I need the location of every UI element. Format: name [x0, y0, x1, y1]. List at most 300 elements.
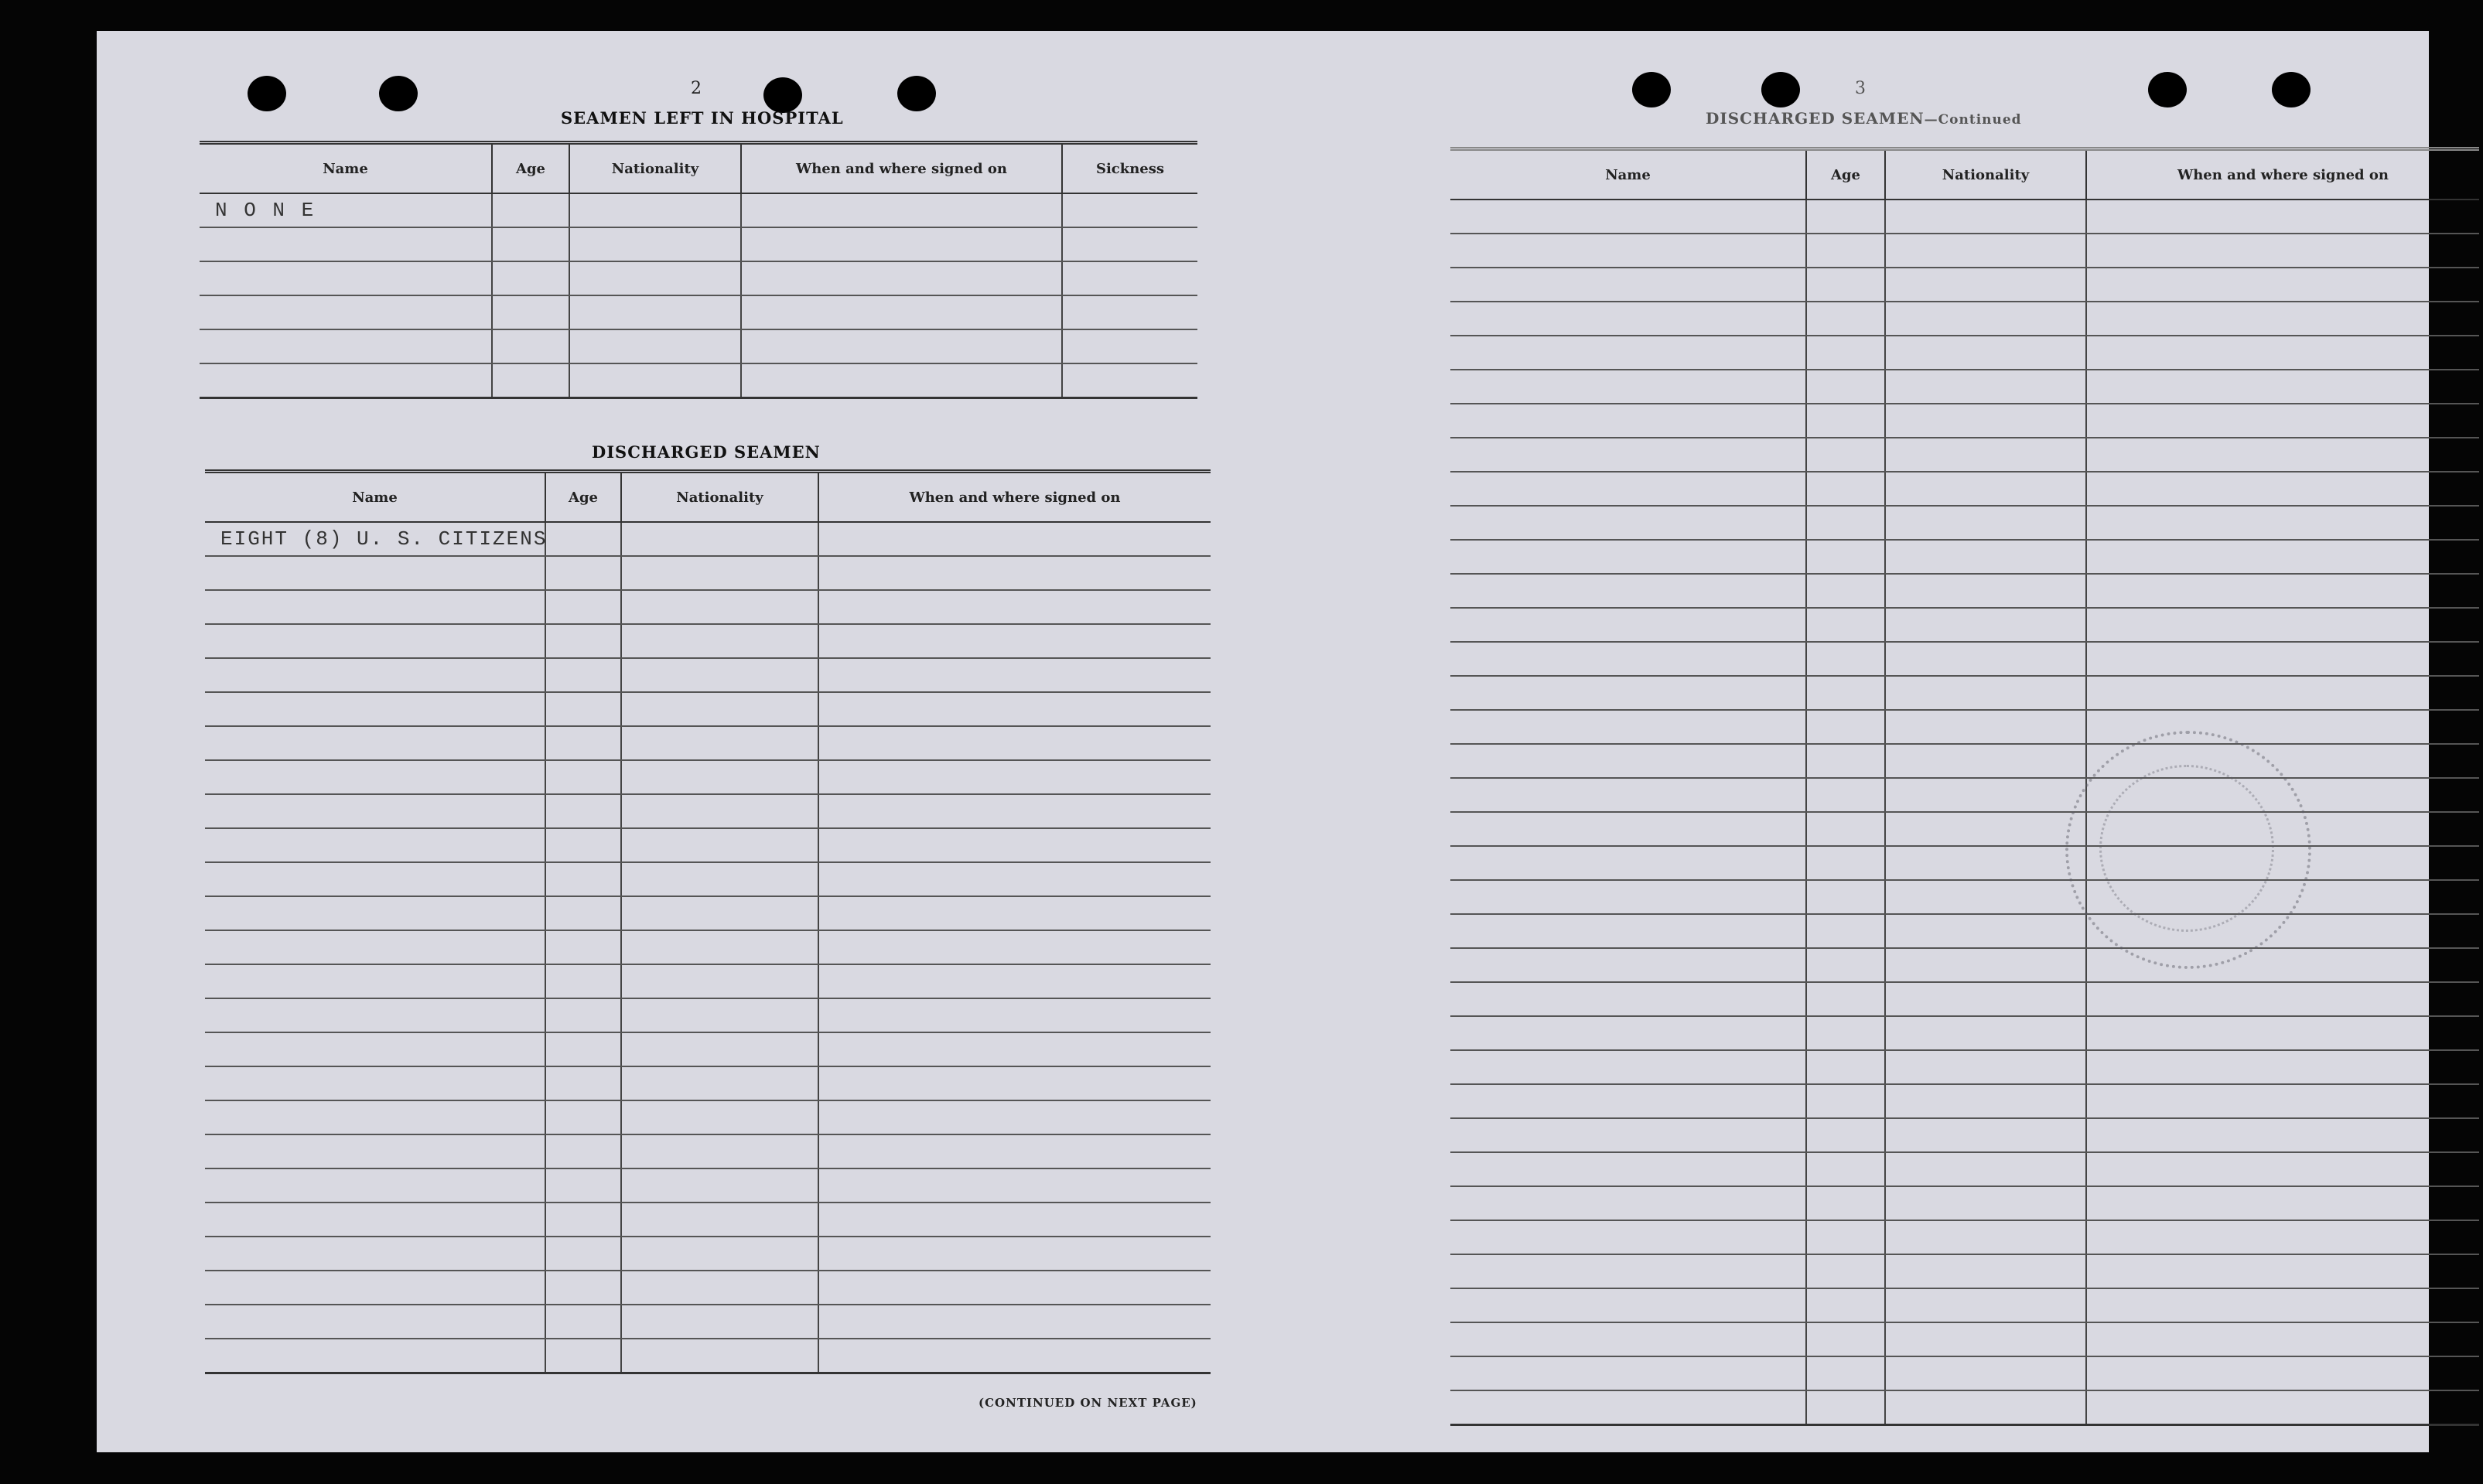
table-cell [2086, 404, 2479, 438]
table-cell [818, 1134, 1211, 1168]
table-cell [818, 590, 1211, 624]
table-cell [818, 964, 1211, 998]
table-cell [2086, 1152, 2479, 1186]
table-row [1450, 880, 2479, 914]
table-cell [1806, 268, 1885, 302]
table-cell [1806, 302, 1885, 336]
table-cell [545, 590, 621, 624]
table-cell [1450, 540, 1806, 574]
column-header-age: Age [1806, 149, 1885, 200]
table-row [1450, 744, 2479, 778]
table-cell [1885, 812, 2086, 846]
table-cell [1450, 710, 1806, 744]
table-cell [1806, 846, 1885, 880]
table-row [1450, 642, 2479, 676]
table-cell [1806, 880, 1885, 914]
table-cell [545, 1203, 621, 1237]
table-cell [621, 896, 818, 930]
table-row [1450, 268, 2479, 302]
table-cell [2086, 302, 2479, 336]
column-header-name: Name [1450, 149, 1806, 200]
table-cell [1806, 1118, 1885, 1152]
table-cell [205, 726, 545, 760]
table-cell [621, 760, 818, 794]
page-number: 2 [691, 79, 702, 98]
table-cell [1806, 1356, 1885, 1390]
table-cell [205, 998, 545, 1032]
table-row [1450, 438, 2479, 472]
table-cell [2086, 1288, 2479, 1322]
table-cell [1450, 608, 1806, 642]
table-cell [818, 794, 1211, 828]
table-cell [818, 760, 1211, 794]
table-row [1450, 404, 2479, 438]
table-row [205, 726, 1211, 760]
table-cell [2086, 1016, 2479, 1050]
heading-text: DISCHARGED SEAMEN [1706, 109, 1925, 128]
column-header-name: Name [205, 472, 545, 523]
table-cell [1806, 540, 1885, 574]
table-row [205, 590, 1211, 624]
table-row [1450, 1288, 2479, 1322]
table-cell [205, 794, 545, 828]
column-header-nationality: Nationality [1885, 149, 2086, 200]
table-cell [569, 261, 741, 295]
table-cell [205, 896, 545, 930]
table-cell [818, 556, 1211, 590]
table-row [200, 329, 1197, 363]
table-row [1450, 1152, 2479, 1186]
table-cell [545, 556, 621, 590]
table-row [1450, 1084, 2479, 1118]
table-cell [2086, 472, 2479, 506]
table-cell [621, 1066, 818, 1100]
table-row [1450, 200, 2479, 234]
table-cell [1885, 744, 2086, 778]
continued-rows [1450, 200, 2479, 1425]
table-cell [1450, 506, 1806, 540]
table-cell [2086, 1390, 2479, 1425]
table-cell [205, 692, 545, 726]
table-cell [621, 726, 818, 760]
column-header-signed-on: When and where signed on [818, 472, 1211, 523]
table-cell [1885, 948, 2086, 982]
discharged-continued-heading [1706, 109, 2022, 128]
table-cell [1806, 404, 1885, 438]
table-cell [818, 998, 1211, 1032]
table-row [200, 193, 1197, 227]
table-cell [1806, 608, 1885, 642]
table-cell [205, 556, 545, 590]
table-row [205, 862, 1211, 896]
table-cell [1885, 574, 2086, 608]
hospital-header-row [200, 143, 1197, 194]
table-row [1450, 608, 2479, 642]
table-cell [205, 828, 545, 862]
table-cell [621, 794, 818, 828]
table-cell [205, 590, 545, 624]
table-cell [1885, 608, 2086, 642]
table-cell [1885, 438, 2086, 472]
table-cell [205, 1100, 545, 1134]
table-row [1450, 1254, 2479, 1288]
table-cell [1806, 1084, 1885, 1118]
table-row [205, 1134, 1211, 1168]
right-page [1272, 31, 2429, 1452]
hospital-heading: SEAMEN LEFT IN HOSPITAL [561, 108, 844, 128]
table-cell [1450, 812, 1806, 846]
table-cell [1450, 1118, 1806, 1152]
table-row [205, 1066, 1211, 1100]
table-cell [1885, 1288, 2086, 1322]
table-cell [205, 1305, 545, 1339]
table-cell [818, 930, 1211, 964]
table-cell [545, 930, 621, 964]
table-cell [569, 329, 741, 363]
table-cell [741, 329, 1062, 363]
table-cell [1885, 914, 2086, 948]
table-row [205, 964, 1211, 998]
table-cell [1450, 1220, 1806, 1254]
table-row [205, 1339, 1211, 1373]
discharged-rows [205, 522, 1211, 1373]
table-cell [1450, 642, 1806, 676]
table-cell [545, 964, 621, 998]
table-cell [1885, 1050, 2086, 1084]
table-cell [621, 1100, 818, 1134]
table-cell [818, 1032, 1211, 1066]
table-row [205, 896, 1211, 930]
table-cell [818, 624, 1211, 658]
table-row [1450, 1118, 2479, 1152]
table-cell [1806, 1322, 1885, 1356]
table-cell [1885, 1220, 2086, 1254]
table-cell [2086, 676, 2479, 710]
table-cell [1450, 982, 1806, 1016]
table-cell [1450, 1152, 1806, 1186]
typed-entry: EIGHT (8) U. S. CITIZENS [205, 522, 545, 556]
table-cell [1450, 438, 1806, 472]
table-cell [205, 964, 545, 998]
table-cell [205, 862, 545, 896]
table-cell [492, 227, 569, 261]
table-cell [621, 1032, 818, 1066]
table-cell [1806, 200, 1885, 234]
table-cell [1450, 676, 1806, 710]
table-cell [569, 227, 741, 261]
table-cell [545, 624, 621, 658]
table-cell [621, 1134, 818, 1168]
table-cell [621, 1168, 818, 1203]
table-cell [621, 828, 818, 862]
table-cell [1806, 1016, 1885, 1050]
continued-header-row [1450, 149, 2479, 200]
table-row [205, 828, 1211, 862]
table-row [1450, 540, 2479, 574]
table-row [205, 1100, 1211, 1134]
table-cell [621, 590, 818, 624]
table-cell [741, 363, 1062, 398]
table-cell [1885, 506, 2086, 540]
table-cell [205, 1066, 545, 1100]
table-cell [2086, 1186, 2479, 1220]
table-cell [1450, 200, 1806, 234]
table-cell [2086, 1254, 2479, 1288]
discharged-table [205, 469, 1211, 1374]
table-row [1450, 370, 2479, 404]
table-cell [621, 1305, 818, 1339]
table-row [205, 1032, 1211, 1066]
table-cell [1885, 1390, 2086, 1425]
table-cell [1806, 914, 1885, 948]
table-row [205, 1168, 1211, 1203]
table-row [1450, 302, 2479, 336]
table-cell [1450, 778, 1806, 812]
table-cell [1806, 812, 1885, 846]
column-header-age: Age [545, 472, 621, 523]
table-cell [2086, 642, 2479, 676]
table-cell [818, 658, 1211, 692]
table-cell [621, 556, 818, 590]
table-cell [200, 261, 492, 295]
table-cell [545, 794, 621, 828]
table-cell [621, 1203, 818, 1237]
table-cell [205, 1168, 545, 1203]
table-row [205, 1237, 1211, 1271]
table-cell [205, 1339, 545, 1373]
table-cell [1062, 261, 1197, 295]
table-cell [1885, 1254, 2086, 1288]
table-row [1450, 1322, 2479, 1356]
table-row [1450, 1186, 2479, 1220]
table-row [200, 363, 1197, 398]
table-cell [2086, 608, 2479, 642]
table-cell [621, 1237, 818, 1271]
table-cell [1806, 778, 1885, 812]
table-row [1450, 914, 2479, 948]
table-cell [1806, 1152, 1885, 1186]
table-cell [1885, 710, 2086, 744]
table-cell [492, 329, 569, 363]
table-cell [1885, 778, 2086, 812]
table-row [1450, 948, 2479, 982]
table-cell [818, 692, 1211, 726]
table-cell [2086, 1084, 2479, 1118]
table-cell [1885, 336, 2086, 370]
table-cell [545, 692, 621, 726]
table-cell [2086, 1322, 2479, 1356]
table-cell [818, 862, 1211, 896]
page-number: 3 [1855, 79, 1866, 98]
table-cell [205, 658, 545, 692]
table-cell [1806, 1050, 1885, 1084]
table-cell [1450, 1016, 1806, 1050]
table-cell [2086, 370, 2479, 404]
table-cell [1885, 200, 2086, 234]
table-cell [741, 261, 1062, 295]
column-header-sickness: Sickness [1062, 143, 1197, 194]
hospital-rows [200, 193, 1197, 398]
table-cell [621, 658, 818, 692]
table-cell [621, 998, 818, 1032]
table-cell [818, 1203, 1211, 1237]
table-cell [545, 760, 621, 794]
table-cell [492, 363, 569, 398]
table-cell [818, 1100, 1211, 1134]
table-row [1450, 1220, 2479, 1254]
table-cell [1806, 234, 1885, 268]
circular-ink-stamp-icon [2065, 731, 2311, 969]
table-cell [818, 828, 1211, 862]
table-row [205, 1271, 1211, 1305]
table-cell [1885, 1016, 2086, 1050]
table-cell [1885, 234, 2086, 268]
left-page [97, 31, 1272, 1452]
table-cell [621, 1339, 818, 1373]
table-cell [1806, 1288, 1885, 1322]
table-cell [1450, 914, 1806, 948]
table-cell [1885, 642, 2086, 676]
table-cell [1450, 404, 1806, 438]
table-cell [621, 624, 818, 658]
table-cell [205, 1134, 545, 1168]
table-cell [818, 1305, 1211, 1339]
table-row [1450, 676, 2479, 710]
table-row [1450, 1356, 2479, 1390]
table-cell [1885, 302, 2086, 336]
table-cell [1450, 846, 1806, 880]
table-cell [2086, 234, 2479, 268]
table-row [1450, 846, 2479, 880]
table-row [1450, 812, 2479, 846]
table-cell [1885, 1084, 2086, 1118]
table-cell [545, 1305, 621, 1339]
table-cell [1885, 1322, 2086, 1356]
hospital-table [200, 141, 1197, 399]
table-cell [2086, 1220, 2479, 1254]
table-cell [1450, 234, 1806, 268]
table-cell [1450, 1186, 1806, 1220]
table-cell [2086, 540, 2479, 574]
table-cell [1885, 1152, 2086, 1186]
table-cell [1806, 438, 1885, 472]
table-cell [1806, 1254, 1885, 1288]
table-cell [1885, 1186, 2086, 1220]
table-cell [1450, 744, 1806, 778]
table-cell [2086, 506, 2479, 540]
table-cell [545, 998, 621, 1032]
table-cell [545, 862, 621, 896]
table-cell [2086, 1050, 2479, 1084]
discharged-heading: DISCHARGED SEAMEN [592, 442, 821, 462]
table-cell [1450, 574, 1806, 608]
table-cell [545, 726, 621, 760]
table-cell [1450, 302, 1806, 336]
column-header-name: Name [200, 143, 492, 194]
table-cell [545, 1134, 621, 1168]
table-row [200, 295, 1197, 329]
table-cell [1885, 676, 2086, 710]
table-row [205, 658, 1211, 692]
column-header-nationality: Nationality [621, 472, 818, 523]
table-cell [1806, 676, 1885, 710]
table-cell [1885, 846, 2086, 880]
table-cell [1806, 1390, 1885, 1425]
table-cell [1885, 404, 2086, 438]
table-cell [1885, 1118, 2086, 1152]
table-cell [1062, 363, 1197, 398]
discharged-header-row [205, 472, 1211, 523]
table-cell [545, 1032, 621, 1066]
table-cell [569, 363, 741, 398]
table-cell [621, 964, 818, 998]
table-cell [1806, 744, 1885, 778]
table-cell [621, 1271, 818, 1305]
table-cell [1885, 540, 2086, 574]
table-cell [2086, 1118, 2479, 1152]
table-row [205, 1203, 1211, 1237]
table-cell [205, 1271, 545, 1305]
table-cell [205, 1237, 545, 1271]
table-cell [1806, 472, 1885, 506]
table-cell [1885, 982, 2086, 1016]
table-cell [2086, 982, 2479, 1016]
table-cell [1450, 472, 1806, 506]
table-cell [1450, 1356, 1806, 1390]
table-row [1450, 234, 2479, 268]
table-cell [818, 1339, 1211, 1373]
table-row [1450, 1050, 2479, 1084]
table-cell [1806, 1220, 1885, 1254]
table-cell [200, 295, 492, 329]
table-cell [205, 930, 545, 964]
table-row [200, 227, 1197, 261]
table-cell [1806, 506, 1885, 540]
table-cell [818, 896, 1211, 930]
table-cell [545, 896, 621, 930]
table-cell [1806, 642, 1885, 676]
table-cell [818, 1237, 1211, 1271]
table-cell [205, 1203, 545, 1237]
table-row [205, 760, 1211, 794]
table-cell [1806, 336, 1885, 370]
table-row [205, 998, 1211, 1032]
table-row [205, 624, 1211, 658]
table-row [1450, 710, 2479, 744]
table-cell [1885, 370, 2086, 404]
table-cell [545, 1066, 621, 1100]
table-cell [1806, 574, 1885, 608]
table-cell [1806, 710, 1885, 744]
column-header-age: Age [492, 143, 569, 194]
table-cell [545, 1168, 621, 1203]
table-cell [205, 624, 545, 658]
table-row [1450, 506, 2479, 540]
table-cell [1806, 982, 1885, 1016]
table-cell [545, 828, 621, 862]
table-cell [1450, 370, 1806, 404]
table-row [205, 930, 1211, 964]
table-cell [200, 329, 492, 363]
table-cell [1885, 472, 2086, 506]
table-cell [1450, 1050, 1806, 1084]
table-row [1450, 1016, 2479, 1050]
table-row [1450, 574, 2479, 608]
table-row [205, 522, 1211, 556]
table-cell [1450, 948, 1806, 982]
table-cell [200, 227, 492, 261]
table-row [205, 556, 1211, 590]
